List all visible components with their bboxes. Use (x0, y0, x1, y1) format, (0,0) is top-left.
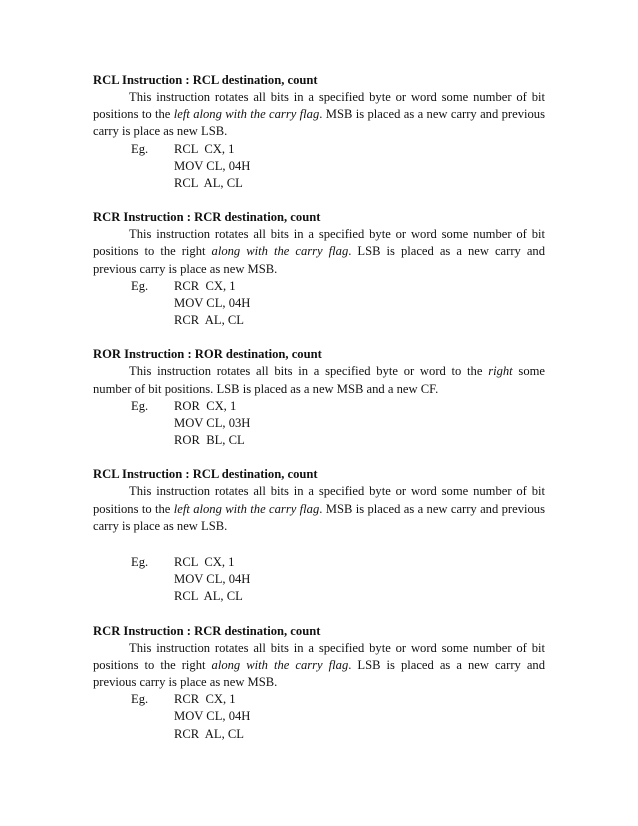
indent-spacer (93, 588, 131, 605)
code-line: MOV CL, 04H (174, 296, 251, 311)
text-run: . MSB is placed as a new carry and previous carry is place as new LSB. (93, 107, 546, 139)
example-block (93, 691, 545, 743)
code-line: RCL CX, 1 (174, 141, 235, 156)
indent-spacer (93, 432, 131, 449)
text-run: This instruction rotates all bits in a specified byte or word to the (129, 364, 489, 379)
example-block (93, 554, 545, 606)
section-description (93, 640, 545, 692)
example-label: Eg. (131, 398, 149, 413)
code-line: RCL AL, CL (174, 176, 243, 191)
code-line: MOV CL, 04H (174, 572, 251, 587)
instruction-section (93, 209, 545, 329)
example-block (93, 398, 545, 450)
section-description (93, 363, 545, 397)
indent-spacer (93, 158, 131, 175)
indent-spacer (131, 708, 174, 725)
indent-spacer (93, 175, 131, 192)
indent-spacer (131, 726, 174, 743)
emphasized-text: right (488, 364, 513, 379)
indent-spacer (131, 312, 174, 329)
code-line: MOV CL, 03H (174, 416, 251, 431)
indent-spacer (131, 432, 174, 449)
document-body (93, 72, 545, 760)
indent-spacer (131, 158, 174, 175)
text-run: This instruction rotates all bits in a specified byte or word some number of bit positions to the (93, 484, 545, 516)
section-description (93, 483, 545, 535)
text-run: . LSB is placed as a new carry and previous carry is place as new MSB. (93, 244, 546, 276)
example-label: Eg. (131, 278, 149, 293)
text-run: This instruction rotates all bits in a specified byte or word some number of bit positions to the right (93, 227, 545, 259)
section-description (93, 226, 545, 278)
section-heading: RCR Instruction : RCR destination, count (93, 210, 321, 225)
example-label: Eg. (131, 692, 149, 707)
indent-spacer (131, 571, 174, 588)
indent-spacer (93, 708, 131, 725)
emphasized-text: left along with the carry flag (173, 107, 320, 122)
code-line: ROR CX, 1 (174, 398, 237, 413)
example-block (93, 278, 545, 330)
emphasized-text: along with the carry flag (211, 244, 349, 259)
instruction-section (93, 346, 545, 449)
section-heading: RCR Instruction : RCR destination, count (93, 623, 321, 638)
section-description (93, 89, 545, 141)
example-label: Eg. (131, 555, 149, 570)
indent-spacer (93, 415, 131, 432)
text-run: . MSB is placed as a new carry and previous carry is place as new LSB. (93, 501, 546, 533)
emphasized-text: left along with the carry flag (173, 501, 320, 516)
code-line: RCR CX, 1 (174, 278, 236, 293)
instruction-section (93, 623, 545, 743)
code-line: RCR CX, 1 (174, 692, 236, 707)
code-line: ROR BL, CL (174, 433, 245, 448)
instruction-section (93, 466, 545, 605)
emphasized-text: along with the carry flag (211, 657, 349, 672)
indent-spacer (93, 312, 131, 329)
text-run: This instruction rotates all bits in a specified byte or word some number of bit positions to the (93, 90, 545, 122)
indent-spacer (93, 295, 131, 312)
text-run: This instruction rotates all bits in a specified byte or word some number of bit positions to the right (93, 640, 545, 672)
code-line: RCR AL, CL (174, 313, 244, 328)
indent-spacer (131, 415, 174, 432)
code-line: RCL CX, 1 (174, 555, 235, 570)
indent-spacer (131, 175, 174, 192)
code-line: RCR AL, CL (174, 726, 244, 741)
code-line: MOV CL, 04H (174, 158, 251, 173)
section-heading: ROR Instruction : ROR destination, count (93, 347, 322, 362)
example-label: Eg. (131, 141, 149, 156)
instruction-section (93, 72, 545, 192)
text-run: some number of bit positions. LSB is placed as a new MSB and a new CF. (93, 364, 546, 396)
indent-spacer (131, 588, 174, 605)
code-line: MOV CL, 04H (174, 709, 251, 724)
indent-spacer (93, 571, 131, 588)
section-heading: RCL Instruction : RCL destination, count (93, 73, 318, 87)
text-run: . LSB is placed as a new carry and previous carry is place as new MSB. (93, 657, 546, 690)
section-heading: RCL Instruction : RCL destination, count (93, 467, 318, 482)
code-line: RCL AL, CL (174, 589, 243, 604)
indent-spacer (131, 295, 174, 312)
example-block (93, 141, 545, 193)
indent-spacer (93, 726, 131, 743)
